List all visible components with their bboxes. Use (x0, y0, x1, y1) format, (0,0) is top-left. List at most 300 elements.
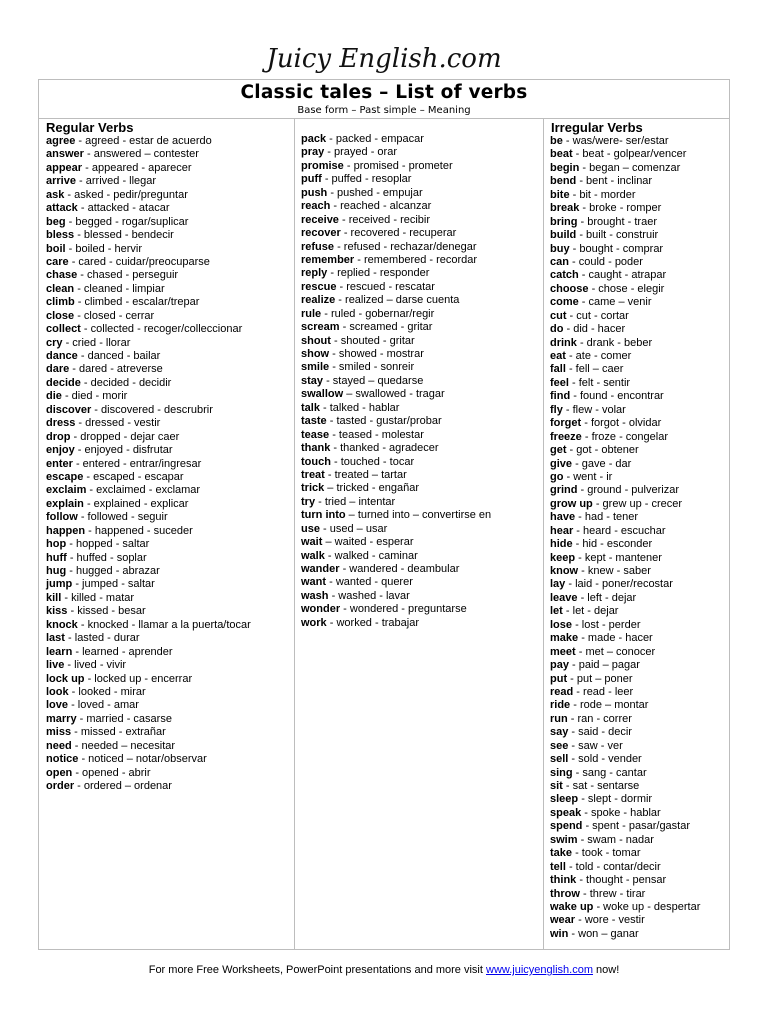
verb-entry (550, 148, 700, 161)
verb-past-meaning: - saw - ver (568, 739, 623, 752)
verb-past-meaning: - touched - tocar (330, 455, 415, 468)
verb-base-form: kill (46, 591, 62, 604)
verb-past-meaning: - decided - decidir (80, 376, 172, 389)
verb-base-form: care (46, 255, 69, 268)
verb-base-form: dare (46, 363, 70, 376)
verb-entry (301, 536, 491, 549)
verb-past-meaning: – tricked - engañar (324, 482, 420, 495)
verb-past-meaning: - promised - prometer (343, 159, 453, 172)
verb-base-form: tease (301, 428, 330, 441)
verb-entry (550, 605, 700, 618)
verb-base-form: dance (46, 350, 78, 362)
verb-past-meaning: - felt - sentir (568, 376, 631, 389)
verb-past-meaning: - wandered - deambular (339, 563, 460, 575)
verb-entry (550, 914, 700, 927)
verb-base-form: attack (46, 202, 78, 215)
verb-past-meaning: - dropped - dejar caer (70, 430, 180, 443)
verb-past-meaning: - wore - vestir (575, 914, 645, 927)
verb-past-meaning: - did - hacer (563, 323, 626, 336)
verb-past-meaning: - cut - cortar (566, 309, 629, 322)
verb-past-meaning: - happened - suceder (85, 524, 193, 537)
verb-past-meaning: - worked - trabajar (326, 616, 419, 629)
verb-past-meaning: - sat - sentarse (562, 780, 640, 792)
verb-base-form: tell (550, 860, 566, 873)
verb-base-form: climb (46, 296, 75, 309)
verb-entry (550, 753, 700, 766)
verb-base-form: boil (46, 242, 66, 255)
verb-past-meaning: - jumped - saltar (72, 578, 155, 591)
verb-past-meaning: - spent - pasar/gastar (582, 820, 691, 833)
verb-entry (46, 431, 251, 444)
verb-entry (46, 162, 251, 175)
verb-past-meaning: - fell – caer (565, 363, 624, 376)
verb-base-form: escape (46, 470, 84, 483)
verb-base-form: use (301, 522, 320, 535)
verb-base-form: close (46, 309, 75, 322)
verb-entry (301, 375, 491, 388)
verb-entry (46, 767, 251, 780)
verb-entry (46, 753, 251, 766)
verb-entry (46, 323, 251, 336)
verb-past-meaning: - heard - escuchar (573, 524, 666, 537)
verb-past-meaning: - paid – pagar (568, 659, 640, 672)
verb-base-form: learn (46, 645, 73, 658)
verb-entry (550, 699, 700, 712)
verb-entry (46, 310, 251, 323)
verb-base-form: let (550, 605, 563, 618)
verb-entry (550, 350, 700, 363)
verb-base-form: jump (46, 578, 73, 591)
verb-base-form: break (550, 202, 580, 215)
verb-past-meaning: - thanked - agradecer (330, 442, 439, 455)
verb-entry (301, 308, 491, 321)
verb-past-meaning: - showed - mostrar (329, 348, 424, 360)
verb-base-form: sing (550, 766, 573, 779)
verb-past-meaning: - lost - perder (572, 618, 641, 631)
verb-base-form: beat (550, 148, 573, 161)
verb-base-form: bend (550, 175, 577, 188)
verb-past-meaning: - sold - vender (568, 753, 642, 766)
verb-base-form: leave (550, 591, 578, 604)
verb-entry (301, 254, 491, 267)
verb-past-meaning: - followed - seguir (77, 511, 168, 524)
irregular-verbs-list (550, 135, 700, 941)
verb-entry (46, 605, 251, 618)
verb-base-form: kiss (46, 605, 68, 618)
verb-past-meaning: - looked - mirar (68, 685, 146, 698)
verb-past-meaning: - ate - comer (565, 350, 632, 362)
verb-past-meaning: - told - contar/decir (565, 860, 661, 873)
verb-base-form: beg (46, 215, 66, 228)
verb-past-meaning: - tried – intentar (315, 495, 396, 508)
verb-base-form: fly (550, 403, 563, 416)
verb-entry (46, 283, 251, 296)
verb-past-meaning: - laid - poner/recostar (565, 578, 673, 591)
verb-entry (46, 484, 251, 497)
verb-base-form: drink (550, 336, 577, 349)
verb-past-meaning: - closed - cerrar (74, 309, 155, 322)
verb-entry (46, 390, 251, 403)
verb-base-form: be (550, 135, 563, 147)
verb-past-meaning: - said - decir (568, 726, 632, 739)
verb-entry (550, 243, 700, 256)
verb-past-meaning: - died - morir (61, 390, 128, 403)
verb-entry (301, 294, 491, 307)
verb-past-meaning: - cared - cuidar/preocuparse (68, 255, 210, 268)
verb-entry (301, 415, 491, 428)
verb-entry (550, 337, 700, 350)
brand-logo: Juicy English.com (266, 44, 502, 74)
verb-entry (46, 498, 251, 511)
verb-entry (550, 390, 700, 403)
verb-past-meaning: - made - hacer (578, 632, 653, 645)
verb-past-meaning: - prayed - orar (324, 146, 397, 159)
verb-base-form: grind (550, 484, 578, 497)
verb-base-form: order (46, 780, 75, 792)
verb-past-meaning: - grew up - crecer (592, 497, 683, 510)
verb-past-meaning: - opened - abrir (72, 766, 151, 779)
verb-base-form: treat (301, 468, 325, 481)
verb-entry (301, 361, 491, 374)
verb-past-meaning: - left - dejar (577, 591, 637, 604)
verb-base-form: get (550, 444, 567, 457)
verb-base-form: pack (301, 133, 327, 145)
verb-entry (46, 189, 251, 202)
verb-entry (550, 417, 700, 430)
verb-past-meaning: - gave - dar (572, 457, 632, 470)
verb-entry (46, 578, 251, 591)
verb-entry (301, 563, 491, 576)
verb-entry (46, 565, 251, 578)
verb-base-form: puff (301, 173, 322, 186)
footer (0, 964, 768, 976)
verb-entry (46, 740, 251, 753)
verb-base-form: meet (550, 645, 576, 658)
verb-past-meaning: - came – venir (578, 296, 652, 309)
verb-base-form: grow up (550, 497, 593, 510)
verb-entry (301, 550, 491, 563)
verb-base-form: run (550, 712, 568, 725)
verb-past-meaning: - bent - inclinar (576, 175, 653, 188)
verb-past-meaning: - entered - entrar/ingresar (72, 457, 202, 470)
verb-past-meaning: - climbed - escalar/trepar (74, 296, 200, 309)
verb-base-form: stay (301, 374, 324, 387)
verb-base-form: trick (301, 482, 325, 495)
verb-entry (46, 363, 251, 376)
verb-entry (550, 256, 700, 269)
verb-past-meaning: - enjoyed - disfrutar (74, 444, 173, 457)
verb-past-meaning: - hid - esconder (572, 538, 653, 551)
verb-past-meaning: - shouted - gritar (330, 334, 415, 347)
verb-base-form: miss (46, 726, 72, 739)
verb-base-form: take (550, 847, 573, 860)
verb-base-form: come (550, 296, 579, 309)
verb-base-form: rescue (301, 280, 337, 293)
verb-entry (46, 780, 251, 793)
verb-past-meaning: - sang - cantar (572, 766, 647, 779)
verb-entry (550, 444, 700, 457)
verb-base-form: feel (550, 376, 569, 389)
verb-base-form: lock up (46, 672, 85, 685)
verb-entry (550, 269, 700, 282)
verb-entry (550, 713, 700, 726)
verb-entry (550, 592, 700, 605)
verb-entry (46, 175, 251, 188)
verb-past-meaning: - married - casarse (76, 712, 172, 725)
verb-base-form: bite (550, 188, 570, 201)
verb-entry (46, 525, 251, 538)
verb-base-form: agree (46, 135, 76, 147)
verb-past-meaning: - treated – tartar (324, 468, 407, 481)
verb-entry (46, 538, 251, 551)
verb-entry (301, 523, 491, 536)
verb-entry (46, 135, 251, 148)
verb-base-form: walk (301, 549, 325, 562)
verb-entry (550, 901, 700, 914)
verb-entry (301, 241, 491, 254)
verb-base-form: catch (550, 269, 579, 282)
verb-past-meaning: - chased - perseguir (77, 269, 179, 282)
verb-entry (550, 861, 700, 874)
verb-past-meaning: - agreed - estar de acuerdo (75, 135, 212, 147)
page-subtitle: Base form – Past simple – Meaning (297, 105, 471, 116)
verb-past-meaning: - wondered - preguntarse (340, 603, 467, 616)
verb-entry (301, 429, 491, 442)
verb-base-form: shout (301, 334, 331, 347)
verb-entry (301, 482, 491, 495)
verb-base-form: realize (301, 294, 336, 307)
verb-past-meaning: - lasted - durar (64, 632, 140, 645)
verb-base-form: say (550, 726, 569, 739)
verb-base-form: speak (550, 806, 582, 819)
footer-suffix: now! (592, 964, 620, 976)
verb-base-form: begin (550, 161, 580, 174)
verb-entry (46, 444, 251, 457)
verb-base-form: bring (550, 215, 578, 228)
verb-entry (550, 726, 700, 739)
verb-past-meaning: - drank - beber (576, 336, 653, 349)
verb-past-meaning: - ordered – ordenar (74, 780, 172, 792)
verb-past-meaning: - arrived - llegar (75, 175, 157, 188)
verb-entry (46, 202, 251, 215)
verb-past-meaning: - remembered - recordar (354, 253, 478, 266)
verb-past-meaning: - received - recibir (338, 213, 431, 226)
verb-past-meaning: - slept - dormir (578, 793, 653, 806)
irregular-verbs-column (544, 118, 731, 949)
verb-entry (46, 592, 251, 605)
verb-past-meaning: - reached - alcanzar (330, 200, 432, 213)
verb-past-meaning: - asked - pedir/preguntar (64, 188, 188, 201)
verb-past-meaning: - ran - correr (567, 712, 632, 725)
verb-entry (550, 538, 700, 551)
verb-past-meaning: - used – usar (319, 522, 388, 535)
footer-link[interactable]: www.juicyenglish.com (486, 964, 593, 976)
verb-entry (301, 160, 491, 173)
verb-entry (550, 565, 700, 578)
verb-base-form: reply (301, 267, 328, 280)
verb-past-meaning: - refused - rechazar/denegar (334, 240, 477, 253)
verb-entry (46, 619, 251, 632)
verb-base-form: wear (550, 914, 576, 927)
verb-entry (550, 525, 700, 538)
verb-base-form: keep (550, 551, 576, 564)
verb-past-meaning: - huffed - soplar (66, 551, 147, 564)
verb-base-form: open (46, 766, 73, 779)
verb-entry (550, 807, 700, 820)
verb-entry (550, 431, 700, 444)
verb-entry (46, 243, 251, 256)
verb-entry (46, 552, 251, 565)
verb-past-meaning: - put – poner (567, 672, 633, 685)
verb-entry (550, 323, 700, 336)
verb-past-meaning: - noticed – notar/observar (78, 753, 207, 766)
verb-base-form: work (301, 616, 327, 629)
verb-entry (46, 471, 251, 484)
verb-base-form: decide (46, 376, 81, 389)
verb-base-form: notice (46, 753, 79, 766)
verb-base-form: wander (301, 563, 340, 575)
verb-entry (46, 417, 251, 430)
verb-past-meaning: - swam - nadar (577, 833, 654, 846)
verb-past-meaning: - begged - rogar/suplicar (65, 215, 189, 228)
verb-entry (550, 646, 700, 659)
verb-base-form: fall (550, 363, 566, 376)
verb-base-form: live (46, 659, 65, 672)
verb-past-meaning: – turned into – convertirse en (345, 509, 492, 522)
verb-base-form: die (46, 390, 62, 403)
verb-base-form: swim (550, 833, 578, 846)
verb-entry (301, 281, 491, 294)
verb-entry (550, 471, 700, 484)
regular-verbs-heading: Regular Verbs (46, 120, 134, 135)
verb-base-form: hug (46, 565, 67, 577)
verb-entry (550, 780, 700, 793)
verb-base-form: do (550, 323, 564, 336)
verb-base-form: show (301, 348, 330, 360)
verb-past-meaning: - blessed - bendecir (74, 229, 174, 242)
verb-base-form: knock (46, 618, 78, 631)
verb-base-form: make (550, 632, 579, 645)
verb-past-meaning: - tasted - gustar/probar (326, 415, 442, 428)
verb-past-meaning: - answered – contester (83, 148, 199, 161)
verb-past-meaning: - froze - congelar (581, 430, 668, 443)
verb-entry (46, 632, 251, 645)
verb-entry (301, 469, 491, 482)
verb-entry (550, 175, 700, 188)
verb-past-meaning: - teased - molestar (329, 428, 424, 441)
verb-entry (301, 509, 491, 522)
verb-base-form: wake up (550, 900, 594, 913)
verb-base-form: remember (301, 253, 355, 266)
verb-past-meaning: - puffed - resoplar (321, 173, 412, 186)
verb-entry (550, 767, 700, 780)
verb-past-meaning: - missed - extrañar (71, 726, 166, 739)
verb-base-form: rule (301, 307, 322, 320)
verb-base-form: dress (46, 417, 76, 430)
verb-past-meaning: - brought - traer (577, 215, 657, 228)
verb-base-form: eat (550, 350, 566, 362)
verb-past-meaning: - attacked - atacar (77, 202, 170, 215)
verb-past-meaning: - forgot - olvidar (581, 417, 662, 430)
verb-entry (301, 617, 491, 630)
verb-entry (301, 402, 491, 415)
verb-past-meaning: - spoke - hablar (581, 806, 661, 819)
verb-entry (301, 496, 491, 509)
verb-base-form: appear (46, 161, 83, 174)
verb-base-form: hear (550, 524, 574, 537)
verb-base-form: ride (550, 699, 571, 712)
verb-base-form: reach (301, 200, 331, 213)
verb-past-meaning: - wanted - querer (326, 576, 413, 589)
verb-base-form: wash (301, 589, 329, 602)
verb-base-form: promise (301, 159, 344, 172)
verb-entry (550, 202, 700, 215)
verb-entry (550, 404, 700, 417)
verb-past-meaning: – waited - esperar (322, 536, 414, 549)
verb-entry (301, 590, 491, 603)
verb-entry (550, 310, 700, 323)
verb-entry (550, 216, 700, 229)
verb-entry (550, 793, 700, 806)
verb-entry (301, 603, 491, 616)
verb-base-form: touch (301, 455, 331, 468)
verb-entry (550, 363, 700, 376)
verb-base-form: scream (301, 321, 340, 334)
verb-past-meaning: – swallowed - tragar (343, 388, 445, 401)
verb-entry (46, 269, 251, 282)
verb-past-meaning: - recovered - recuperar (340, 227, 457, 240)
verb-past-meaning: - began – comenzar (579, 161, 681, 174)
verb-base-form: taste (301, 415, 327, 428)
verb-past-meaning: - smiled - sonreir (329, 361, 415, 374)
verb-base-form: thank (301, 442, 331, 455)
verb-base-form: pay (550, 659, 569, 672)
verb-base-form: spend (550, 820, 583, 833)
verb-entry (46, 337, 251, 350)
verb-entry (550, 484, 700, 497)
verb-past-meaning: - broke - romper (579, 202, 662, 215)
verb-past-meaning: - hugged - abrazar (66, 565, 160, 577)
verb-base-form: enjoy (46, 444, 75, 457)
verb-base-form: lay (550, 578, 566, 591)
verb-base-form: find (550, 390, 571, 403)
verb-base-form: push (301, 186, 328, 199)
verb-entry (550, 135, 700, 148)
verb-past-meaning: - boiled - hervir (65, 242, 142, 255)
verb-past-meaning: - found - encontrar (570, 390, 664, 403)
verb-past-meaning: - appeared - aparecer (82, 161, 192, 174)
verb-base-form: wonder (301, 603, 341, 616)
verb-past-meaning: - lived - vivir (64, 659, 127, 672)
verb-base-form: have (550, 511, 576, 524)
verb-past-meaning: - won – ganar (568, 927, 639, 940)
verb-base-form: want (301, 576, 327, 589)
verb-past-meaning: - stayed – quedarse (323, 374, 424, 387)
sheet-header (39, 80, 729, 119)
verb-past-meaning: - screamed - gritar (339, 321, 433, 334)
verb-past-meaning: - rescued - rescatar (336, 280, 435, 293)
verb-entry (301, 146, 491, 159)
verb-past-meaning: - caught - atrapar (578, 269, 667, 282)
verb-base-form: throw (550, 887, 580, 900)
verb-base-form: drop (46, 430, 71, 443)
verb-base-form: receive (301, 213, 339, 226)
verb-entry (46, 256, 251, 269)
verb-entry (550, 552, 700, 565)
verb-entry (301, 388, 491, 401)
verb-past-meaning: - had - tener (575, 511, 639, 524)
verb-base-form: look (46, 685, 69, 698)
